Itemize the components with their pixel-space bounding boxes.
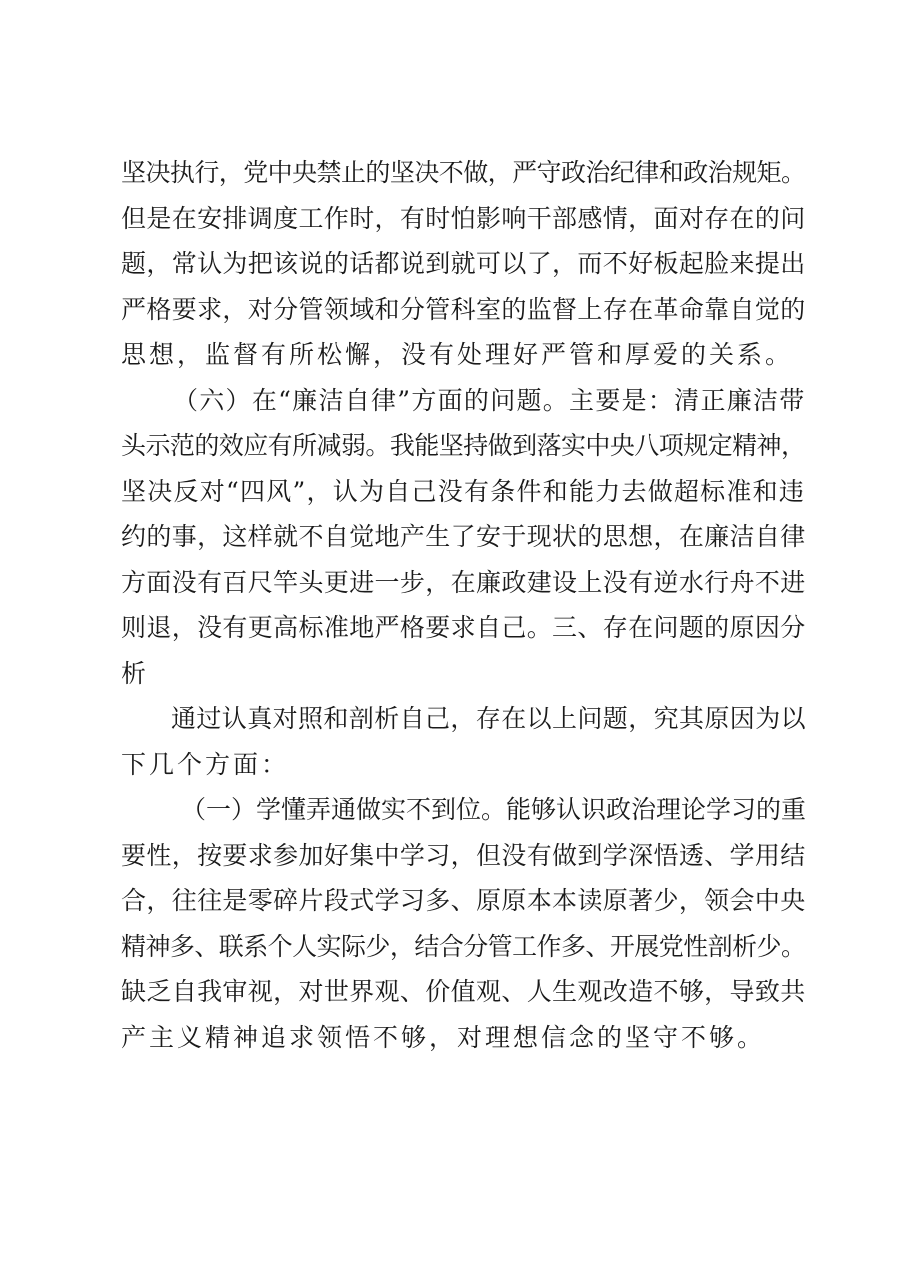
text-line: 则退，没有更高标准地严格要求自己。三、存在问题的原因分 — [121, 613, 806, 642]
text-line: 题，常认为把该说的话都说到就可以了，而不好板起脸来提出 — [121, 249, 806, 278]
text-line: 缺乏自我审视，对世界观、价值观、人生观改造不够，导致共 — [121, 977, 806, 1006]
text-line: 思想，监督有所松懈，没有处理好严管和厚爱的关系。 — [121, 340, 794, 369]
text-line: 方面没有百尺竿头更进一步，在廉政建设上没有逆水行舟不进 — [121, 567, 806, 597]
text-line: 头示范的效应有所减弱。我能坚持做到落实中央八项规定精神， — [121, 431, 806, 460]
paragraph-start-line: 通过认真对照和剖析自己，存在以上问题，究其原因为以 — [171, 704, 807, 733]
text-line: 产主义精神追求领悟不够，对理想信念的坚守不够。 — [121, 1022, 766, 1052]
text-line: 坚决反对“四风”，认为自己没有条件和能力去做超标准和违 — [121, 476, 806, 506]
text-line: 析 — [121, 658, 150, 688]
text-line: 坚决执行，党中央禁止的坚决不做，严守政治纪律和政治规矩。 — [121, 158, 806, 187]
document-body — [121, 150, 811, 1060]
text-line: 合，往往是零碎片段式学习多、原原本本读原著少，领会中央 — [121, 886, 806, 915]
text-line: 但是在安排调度工作时，有时怕影响干部感情，面对存在的问 — [121, 203, 806, 233]
text-line: 下几个方面： — [121, 749, 290, 779]
paragraph-heading-line: （六）在“廉洁自律”方面的问题。主要是：清正廉洁带 — [173, 385, 806, 415]
text-line: 约的事，这样就不自觉地产生了安于现状的思想，在廉洁自律 — [121, 522, 806, 551]
text-line: 精神多、联系个人实际少，结合分管工作多、开展党性剖析少。 — [121, 931, 806, 961]
text-line: 要性，按要求参加好集中学习，但没有做到学深悟透、学用结 — [121, 840, 806, 870]
paragraph-heading-line: （一）学懂弄通做实不到位。能够认识政治理论学习的重 — [181, 795, 807, 824]
text-line: 严格要求，对分管领域和分管科室的监督上存在革命靠自觉的 — [121, 294, 806, 324]
